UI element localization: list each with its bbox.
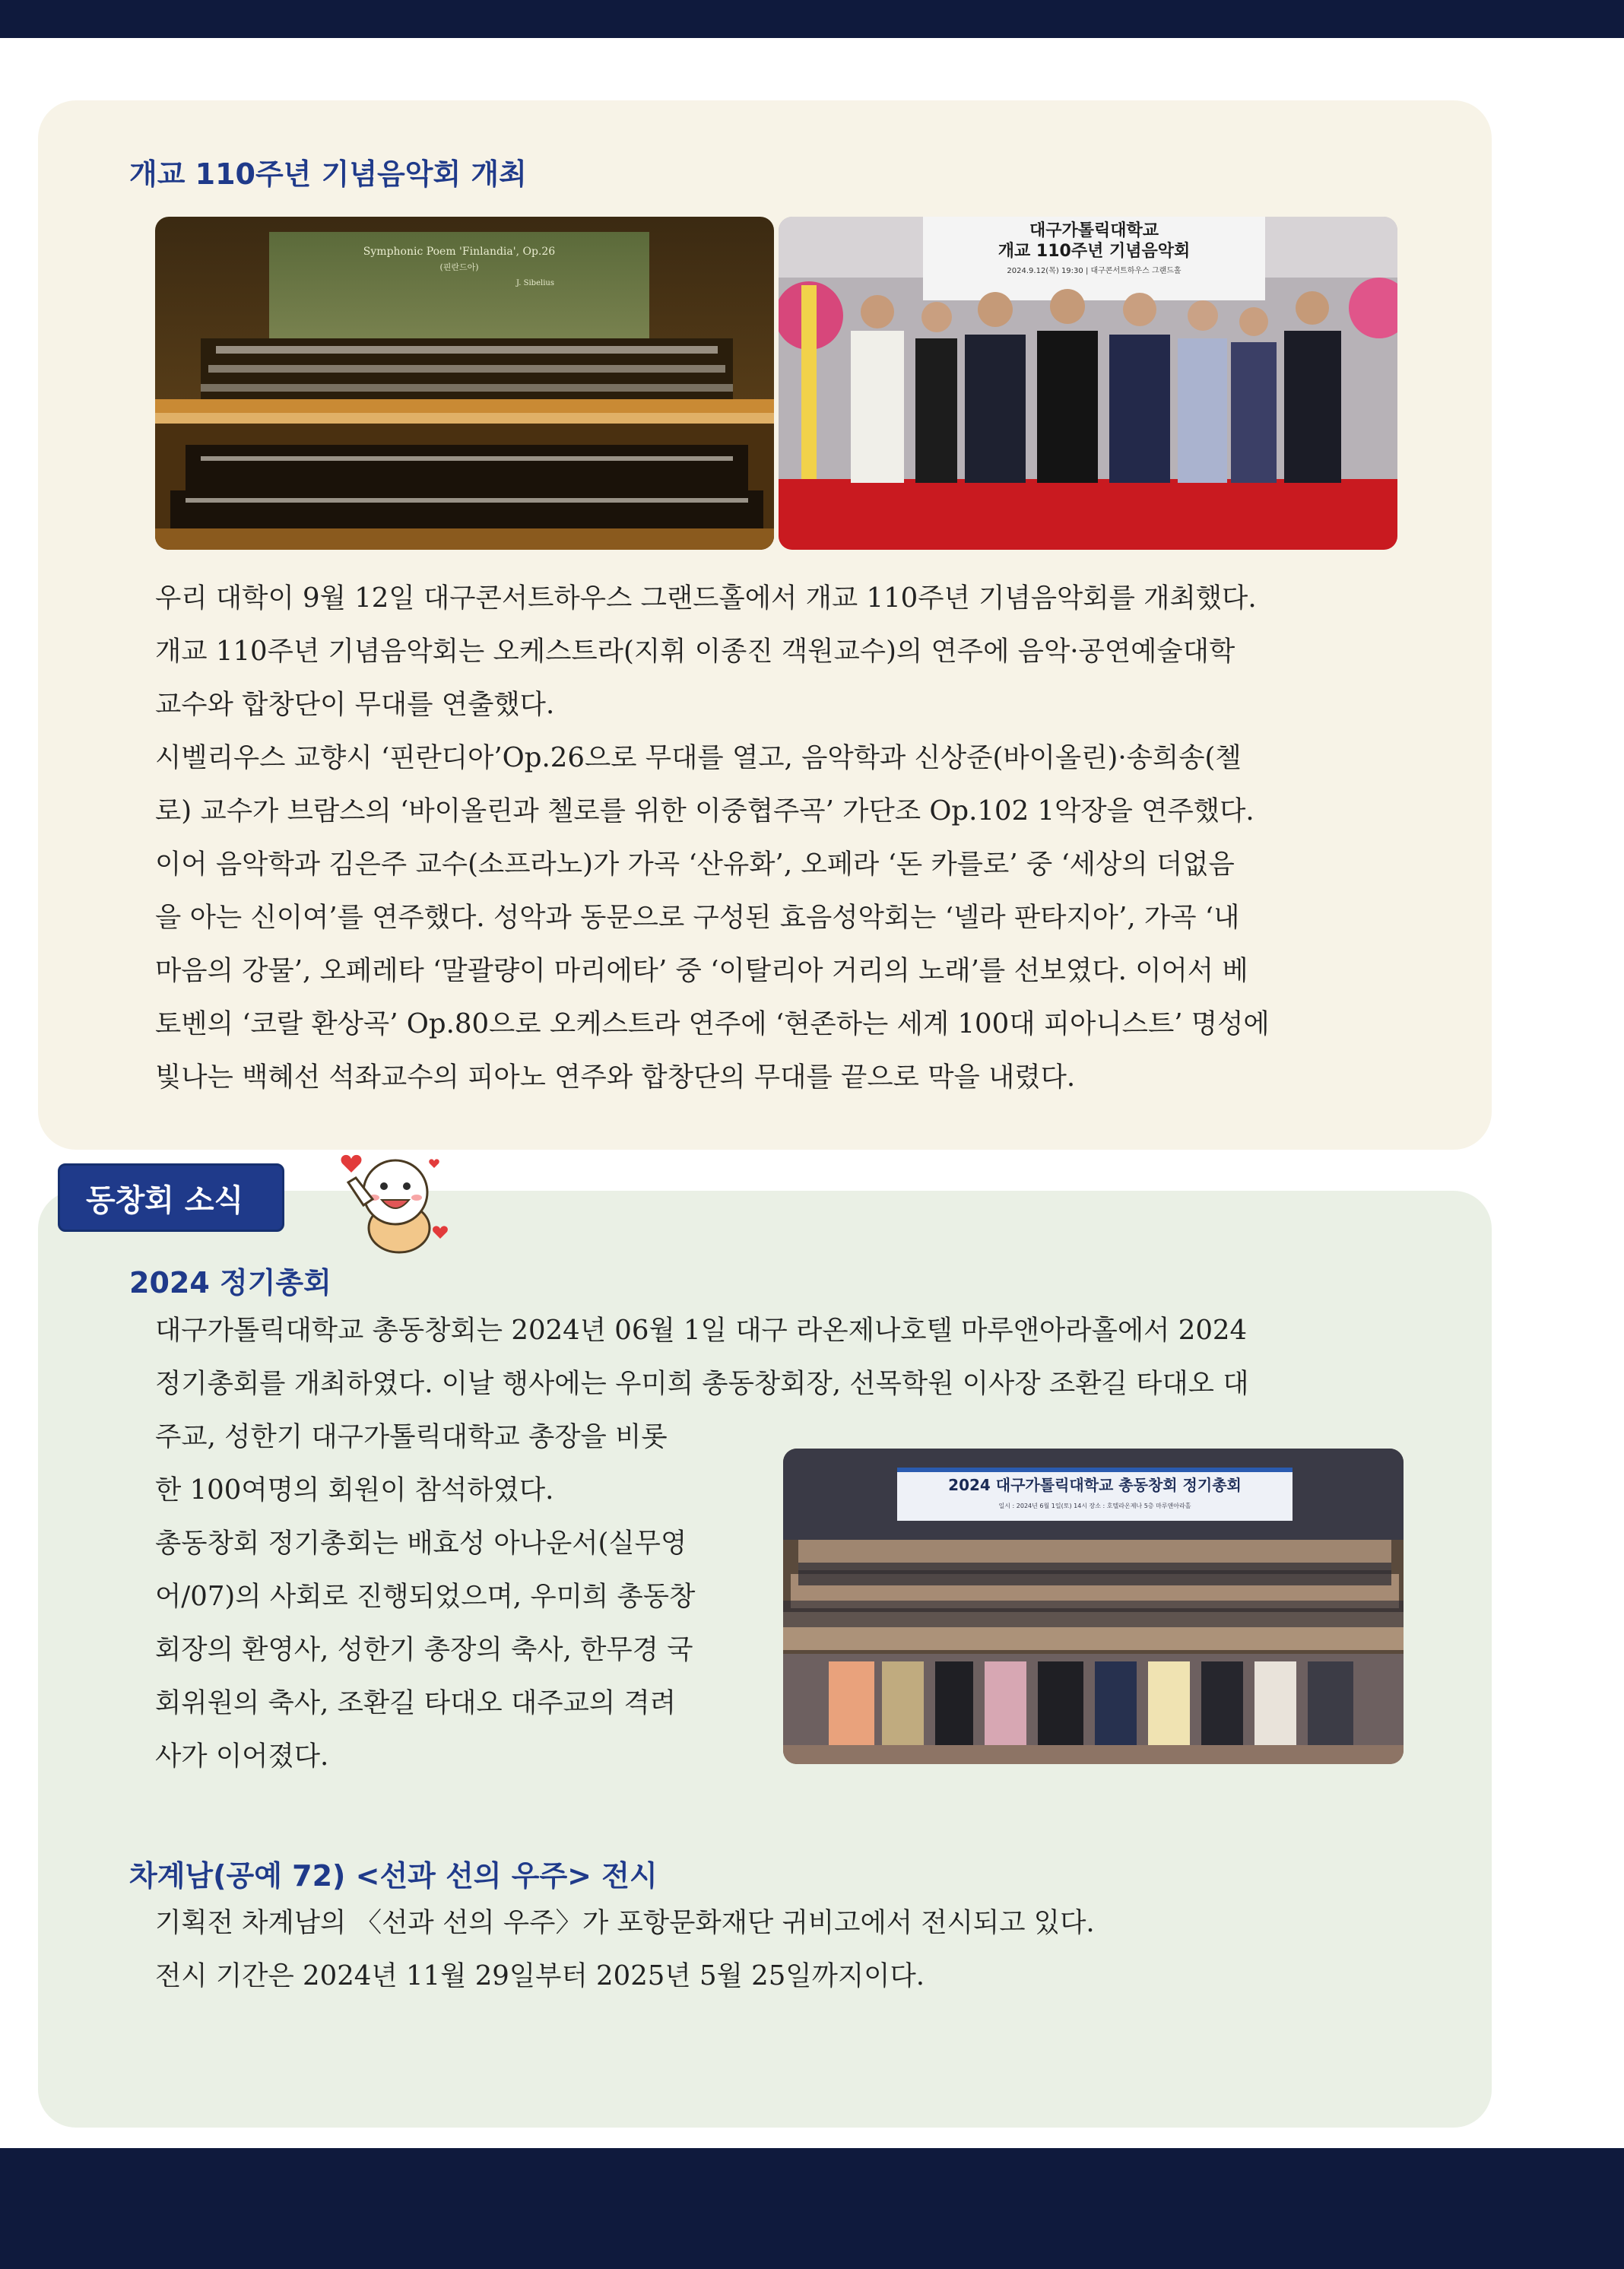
alumni-news-tag: [58, 1163, 284, 1232]
concert-line: 토벤의 ‘코랄 환상곡’ Op.80으로 오케스트라 연주에 ‘현존하는 세계 100대 피아니스트’ 명성에: [155, 1008, 1270, 1039]
banner-line-2: 개교 110주년 기념음악회: [998, 242, 1191, 261]
guests-photo: [779, 217, 1397, 550]
concert-article-body: [155, 572, 1270, 1104]
concert-line: 마음의 강물’, 오페레타 ‘말괄량이 마리에타’ 중 ‘이탈리아 거리의 노래’를 선보였다. 이어서 베: [155, 955, 1248, 986]
meeting-line: 대구가톨릭대학교 총동창회는 2024년 06월 1일 대구 라온제나호텔 마루앤아라홀에서 2024: [155, 1315, 1248, 1346]
exhibition-body: [155, 1896, 1095, 2003]
exhibition-title: 차계남(공예 72) <선과 선의 우주> 전시: [129, 1859, 658, 1893]
general-meeting-group-photo: [783, 1449, 1404, 1764]
concert-line: 개교 110주년 기념음악회는 오케스트라(지휘 이종진 객원교수)의 연주에 음악·공연예술대학: [155, 636, 1235, 667]
orchestra-photo: [155, 217, 774, 550]
meeting-line: 회장의 환영사, 성한기 총장의 축사, 한무경 국: [155, 1634, 693, 1665]
concert-article-title: 개교 110주년 기념음악회 개최: [129, 157, 527, 191]
meeting-line: 회위원의 축사, 조환길 타대오 대주교의 격려: [155, 1687, 676, 1718]
photo-banner-title: 2024 대구가톨릭대학교 총동창회 정기총회: [948, 1476, 1242, 1494]
general-meeting-body-full: [155, 1304, 1249, 1411]
screen-line-3: J. Sibelius: [516, 279, 554, 287]
concert-line: 로) 교수가 브람스의 ‘바이올린과 첼로를 위한 이중협주곡’ 가단조 Op.102 1악장을 연주했다.: [155, 795, 1254, 827]
concert-line: 우리 대학이 9월 12일 대구콘서트하우스 그랜드홀에서 개교 110주년 기념음악회를 개최했다.: [155, 582, 1257, 614]
meeting-line: 주교, 성한기 대구가톨릭대학교 총장을 비롯: [155, 1421, 668, 1452]
bottom-border-bar: [0, 2148, 1624, 2269]
screen-line-1: Symphonic Poem 'Finlandia', Op.26: [363, 246, 556, 258]
meeting-line: 총동창회 정기총회는 배효성 아나운서(실무영: [155, 1528, 687, 1559]
banner-line-3: 2024.9.12(목) 19:30 | 대구콘서트하우스 그랜드홀: [1007, 267, 1182, 275]
concert-line: 빛나는 백혜선 석좌교수의 피아노 연주와 합창단의 무대를 끝으로 막을 내렸다.: [155, 1062, 1076, 1093]
top-border-bar: [0, 0, 1624, 38]
mascot-illustration: [327, 1133, 456, 1262]
concert-line: 시벨리우스 교향시 ‘핀란디아’Op.26으로 무대를 열고, 음악학과 신상준(바이올린)·송희송(첼: [155, 742, 1242, 773]
exhibition-line: 기획전 차계남의 〈선과 선의 우주〉가 포항문화재단 귀비고에서 전시되고 있다.: [155, 1907, 1095, 1938]
concert-line: 이어 음악학과 김은주 교수(소프라노)가 가곡 ‘산유화’, 오페라 ‘돈 카를로’ 중 ‘세상의 더없음: [155, 849, 1235, 880]
screen-line-2: (핀란드아): [439, 262, 479, 272]
general-meeting-title: 2024 정기총회: [129, 1266, 331, 1300]
meeting-line: 어/07)의 사회로 진행되었으며, 우미희 총동창: [155, 1581, 696, 1612]
exhibition-line: 전시 기간은 2024년 11월 29일부터 2025년 5월 25일까지이다.: [155, 1960, 925, 1991]
concert-line: 을 아는 신이여’를 연주했다. 성악과 동문으로 구성된 효음성악회는 ‘넬라 판타지아’, 가곡 ‘내: [155, 902, 1240, 933]
photo-banner-sub: 일시 : 2024년 6월 1일(토) 14시 장소 : 호텔라온제나 5층 마루앤아라홀: [998, 1503, 1191, 1509]
banner-line-1: 대구가톨릭대학교: [1029, 221, 1159, 240]
meeting-line: 정기총회를 개최하였다. 이날 행사에는 우미희 총동창회장, 선목학원 이사장 조환길 타대오 대: [155, 1368, 1249, 1399]
general-meeting-body-narrow: [155, 1411, 695, 1783]
meeting-line: 한 100여명의 회원이 참석하였다.: [155, 1474, 554, 1506]
meeting-line: 사가 이어졌다.: [155, 1741, 329, 1772]
concert-line: 교수와 합창단이 무대를 연출했다.: [155, 689, 555, 720]
alumni-news-tag-label: 동창회 소식: [86, 1182, 244, 1218]
